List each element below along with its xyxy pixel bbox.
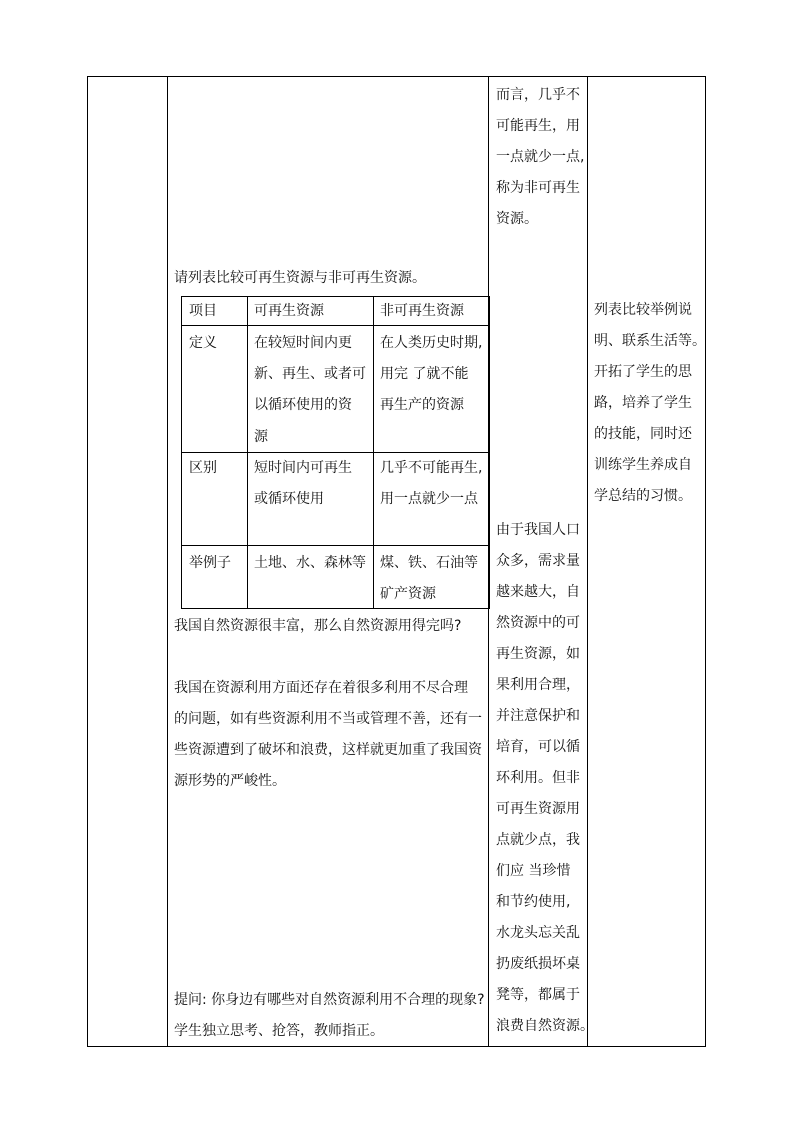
intent-text-line: 学总结的习惯。: [594, 488, 692, 504]
student-text-line: 然资源中的可: [496, 615, 580, 631]
student-text-line: 而言，几乎不: [496, 87, 580, 103]
student-text-line: 可能再生，用: [496, 118, 580, 134]
student-text-line: 一点就少一点,: [496, 149, 585, 165]
paragraph-line: 我国在资源利用方面还存在着很多利用不尽合理: [174, 680, 468, 696]
student-text-line: 点就少点，我: [496, 832, 580, 848]
discussion-question: 提问: 你身边有哪些对自然资源利用不合理的现象?: [174, 992, 485, 1008]
table-cell: 几乎不可能再生,: [380, 460, 483, 476]
student-text-line: 由于我国人口: [496, 522, 580, 538]
column-divider: [167, 76, 168, 1047]
intent-text-line: 明、联系生活等。: [594, 333, 706, 349]
table-cell: 煤、铁、石油等: [380, 555, 478, 571]
student-text-line: 再生资源，如: [496, 646, 580, 662]
table-cell: 土地、水、森林等: [254, 555, 366, 571]
table-cell: 用一点就少一点: [380, 491, 478, 507]
table-cell: 源: [254, 429, 268, 445]
table-cell: 在较短时间内更: [254, 335, 352, 351]
student-text-line: 果利用合理，: [496, 677, 580, 693]
table-cell: 或循环使用: [254, 491, 324, 507]
student-text-line: 可再生资源用: [496, 801, 580, 817]
table-divider: [181, 545, 490, 546]
paragraph-line: 源形势的严峻性。: [174, 773, 286, 789]
table-header-renewable: 可再生资源: [254, 303, 324, 319]
student-text-line: 并注意保护和: [496, 708, 580, 724]
table-header-nonrenewable: 非可再生资源: [380, 303, 464, 319]
student-text-line: 称为非可再生: [496, 180, 580, 196]
table-cell: 短时间内可再生: [254, 460, 352, 476]
student-text-line: 扔废纸损坏桌: [496, 956, 580, 972]
resource-question: 我国自然资源很丰富，那么自然资源用得完吗?: [174, 618, 462, 634]
table-cell: 再生产的资源: [380, 397, 464, 413]
table-divider: [181, 452, 490, 453]
row-label-difference: 区别: [189, 460, 217, 476]
comparison-prompt: 请列表比较可再生资源与非可再生资源。: [174, 270, 426, 286]
table-cell: 用完 了就不能: [380, 366, 469, 382]
paragraph-line: 的问题，如有些资源利用不当或管理不善，还有一: [174, 711, 482, 727]
row-label-example: 举例子: [189, 555, 231, 571]
table-cell: 矿产资源: [380, 586, 436, 602]
paragraph-line: 些资源遭到了破坏和浪费，这样就更加重了我国资: [174, 742, 482, 758]
student-text-line: 浪费自然资源。: [496, 1018, 594, 1034]
student-text-line: 和节约使用,: [496, 894, 571, 910]
intent-text-line: 训练学生养成自: [594, 457, 692, 473]
student-text-line: 们应 当珍惜: [496, 863, 571, 879]
intent-text-line: 列表比较举例说: [594, 302, 692, 318]
student-text-line: 众多，需求量: [496, 553, 580, 569]
intent-text-line: 的技能，同时还: [594, 426, 692, 442]
table-header-item: 项目: [189, 303, 217, 319]
row-label-definition: 定义: [189, 335, 217, 351]
student-text-line: 资源。: [496, 211, 538, 227]
table-cell: 以循环使用的资: [254, 397, 352, 413]
table-divider: [181, 325, 490, 326]
intent-text-line: 路，培养了学生: [594, 395, 692, 411]
student-text-line: 凳等，都属于: [496, 987, 580, 1003]
student-text-line: 水龙头忘关乱: [496, 925, 580, 941]
student-text-line: 培育，可以循: [496, 739, 580, 755]
student-text-line: 越来越大，自: [496, 584, 580, 600]
student-text-line: 环利用。但非: [496, 770, 580, 786]
activity-method: 学生独立思考、抢答，教师指正。: [174, 1023, 384, 1039]
column-divider: [587, 76, 588, 1047]
intent-text-line: 开拓了学生的思: [594, 364, 692, 380]
table-cell: 在人类历史时期,: [380, 335, 483, 351]
table-cell: 新、再生、或者可: [254, 366, 366, 382]
